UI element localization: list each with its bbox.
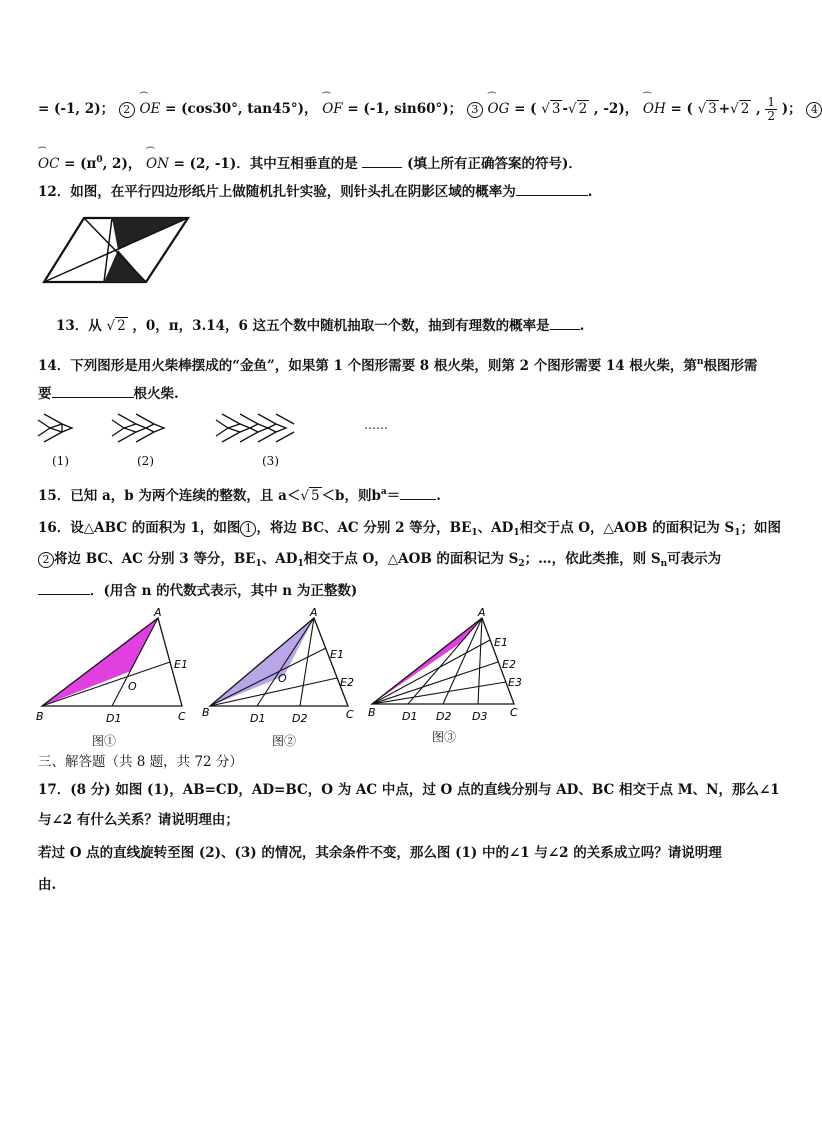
fish-label-1: (1) bbox=[52, 454, 69, 468]
q16-question: ．(用含 n 的代数式表示，其中 n 为正整数) bbox=[90, 583, 358, 599]
point-b: B bbox=[368, 706, 376, 719]
point-e3: E3 bbox=[508, 676, 522, 689]
point-b: B bbox=[202, 706, 210, 719]
point-o: O bbox=[278, 672, 287, 685]
q17-question: 若过 O 点的直线旋转至图 (2)、(3) 的情况，其余条件不变，那么图 (1) 中的∠1 与∠2 的关系成立吗？请说明理 bbox=[38, 845, 722, 861]
point-d3: D3 bbox=[472, 710, 488, 723]
point-c: C bbox=[178, 710, 186, 723]
fish-1 bbox=[38, 414, 72, 442]
q11-text: = (cos30°, tan45°)， bbox=[165, 101, 318, 117]
subscript: 1 bbox=[297, 559, 304, 569]
q11-text: )； bbox=[781, 101, 802, 117]
q11-line2 bbox=[38, 150, 582, 174]
q16-question: 可表示为 bbox=[667, 551, 722, 567]
point-a: A bbox=[154, 606, 162, 619]
circle-number-4: 4 bbox=[806, 102, 822, 118]
q14-question: 根火柴. bbox=[133, 386, 179, 402]
q15-question: 15．已知 a，b 为两个连续的整数，且 a＜ bbox=[38, 488, 301, 504]
q15-question: ＜b，则b bbox=[321, 488, 381, 504]
point-a: A bbox=[478, 606, 486, 619]
vector-of: ⏜ OF bbox=[322, 99, 342, 119]
answer-blank[interactable] bbox=[516, 195, 588, 196]
q14-question: 根图形需 bbox=[703, 358, 758, 374]
sqrt-2: √ 2 bbox=[730, 101, 750, 117]
sqrt-5: √ 5 bbox=[300, 488, 320, 504]
q11-text: , -2)， bbox=[593, 101, 639, 117]
q16-line2 bbox=[38, 549, 721, 574]
circle-number-2: 2 bbox=[119, 102, 135, 118]
q15-text bbox=[38, 482, 441, 506]
q13-question: 13．从 bbox=[56, 318, 102, 334]
sqrt-3: √ 3 bbox=[697, 101, 717, 117]
radicand: 5 bbox=[310, 488, 320, 504]
triangle-figure-3 bbox=[368, 606, 522, 723]
section-title: 三、解答题（共 8 题，共 72 分） bbox=[38, 754, 243, 770]
subscript: n bbox=[660, 559, 668, 569]
fish-3 bbox=[216, 414, 294, 442]
sqrt-2: √ 2 bbox=[106, 318, 126, 334]
point-o: O bbox=[128, 680, 137, 693]
q11-text: (填上所有正确答案的符号)． bbox=[407, 156, 582, 172]
q11-text: , bbox=[756, 101, 761, 117]
q17-question: 17．(8 分) 如图 (1)，AB=CD，AD=BC，O 为 AC 中点，过 O 点的直线分别与 AD、BC 相交于点 M、N，那么∠1 bbox=[38, 782, 780, 798]
q14-question: 要 bbox=[38, 386, 52, 402]
q11-text: = ( bbox=[514, 101, 537, 117]
q16-question: 16．设△ABC 的面积为 1，如图 bbox=[38, 520, 241, 536]
point-d1: D1 bbox=[106, 712, 122, 725]
q16-question: ，将边 BC、AC 分别 2 等分，BE bbox=[256, 520, 472, 536]
point-c: C bbox=[510, 706, 518, 719]
period: . bbox=[579, 318, 585, 334]
q16-line3 bbox=[38, 581, 357, 601]
q12-question: 12．如图，在平行四边形纸片上做随机扎针实验，则针头扎在阴影区域的概率为 bbox=[38, 184, 516, 200]
radicand: 2 bbox=[740, 101, 750, 117]
q17-line1 bbox=[38, 780, 780, 800]
q13-text bbox=[56, 316, 584, 336]
fish-label-2: (2) bbox=[137, 454, 154, 468]
q16-question: ；如图 bbox=[740, 520, 781, 536]
fraction-denominator: 2 bbox=[767, 109, 776, 123]
fish-2 bbox=[112, 414, 164, 442]
vector-oh: ⏜ OH bbox=[643, 99, 666, 119]
radicand: 2 bbox=[578, 101, 588, 117]
q11-text: = (π bbox=[64, 156, 97, 172]
fish-label-3: (3) bbox=[262, 454, 279, 468]
q17-line2 bbox=[38, 810, 239, 830]
radicand: 3 bbox=[708, 101, 717, 117]
minus-sign: - bbox=[562, 101, 569, 117]
superscript-a: a bbox=[380, 487, 387, 497]
point-d1: D1 bbox=[250, 712, 266, 725]
variable-n: n bbox=[696, 357, 704, 367]
q17-question: 由. bbox=[38, 877, 57, 893]
triangle-figure-2 bbox=[202, 606, 354, 725]
triangle-figure-1 bbox=[36, 606, 188, 725]
answer-blank[interactable] bbox=[362, 167, 402, 168]
q16-question: 相交于点 O，△AOB 的面积记为 S bbox=[303, 551, 519, 567]
circle-number-1: 1 bbox=[240, 521, 256, 537]
point-e2: E2 bbox=[340, 676, 354, 689]
figure-label-3: 图③ bbox=[432, 730, 457, 744]
q13-question: ，0，π，3.14，6 这五个数中随机抽取一个数，抽到有理数的概率是 bbox=[132, 318, 550, 334]
subscript: 2 bbox=[518, 559, 525, 569]
subscript: 1 bbox=[255, 559, 262, 569]
answer-blank[interactable] bbox=[52, 397, 134, 398]
q14-line2 bbox=[38, 384, 179, 404]
point-e2: E2 bbox=[502, 658, 516, 671]
parallelogram-figure bbox=[42, 214, 192, 286]
answer-blank[interactable] bbox=[38, 594, 90, 595]
matchstick-fish-figure bbox=[36, 410, 396, 450]
subscript: 1 bbox=[734, 528, 741, 538]
circle-number-2: 2 bbox=[38, 552, 54, 568]
point-e1: E1 bbox=[174, 658, 188, 671]
q16-line1 bbox=[38, 518, 781, 543]
ellipsis: …… bbox=[364, 418, 388, 432]
shaded-triangle-bottom bbox=[104, 250, 146, 282]
radicand: 2 bbox=[117, 318, 126, 334]
subscript: 1 bbox=[471, 528, 478, 538]
answer-blank[interactable] bbox=[550, 329, 580, 330]
q11-text: = ( bbox=[670, 101, 693, 117]
point-d1: D1 bbox=[402, 710, 418, 723]
period: . bbox=[436, 488, 441, 504]
vector-oc: ⏜ OC bbox=[38, 154, 59, 174]
q11-text: , 2)， bbox=[102, 156, 142, 172]
vector-og: ⏜ OG bbox=[488, 99, 510, 119]
answer-blank[interactable] bbox=[400, 499, 436, 500]
q16-question: 将边 BC、AC 分别 3 等分，BE bbox=[54, 551, 256, 567]
triangle-figures bbox=[34, 606, 534, 748]
q11-line1 bbox=[38, 96, 822, 123]
q16-question: 、AD bbox=[261, 551, 298, 567]
q12-text bbox=[38, 182, 593, 202]
point-a: A bbox=[310, 606, 318, 619]
point-d2: D2 bbox=[292, 712, 308, 725]
figure-label-1: 图① bbox=[92, 734, 117, 748]
section-3-title bbox=[38, 752, 243, 772]
q14-line1 bbox=[38, 352, 757, 376]
q16-question: 、AD bbox=[477, 520, 514, 536]
subscript: 1 bbox=[513, 528, 520, 538]
figure-label-2: 图② bbox=[272, 734, 297, 748]
fraction-one-half bbox=[765, 96, 777, 123]
q16-question: 相交于点 O，△AOB 的面积记为 S bbox=[519, 520, 735, 536]
q11-text: = (2, -1)．其中互相垂直的是 bbox=[173, 156, 358, 172]
point-e1: E1 bbox=[494, 636, 508, 649]
q17-line3 bbox=[38, 843, 722, 863]
circle-number-3: 3 bbox=[467, 102, 483, 118]
vector-on: ⏜ ON bbox=[146, 154, 169, 174]
equals-sign: ＝ bbox=[386, 488, 401, 504]
fraction-numerator: 1 bbox=[767, 95, 776, 109]
vector-oe: ⏜ OE bbox=[139, 99, 160, 119]
sqrt-2: √ 2 bbox=[568, 101, 588, 117]
superscript: 0 bbox=[96, 155, 103, 165]
q17-question: 与∠2 有什么关系？请说明理由； bbox=[38, 812, 239, 828]
q17-line4 bbox=[38, 875, 56, 895]
q14-question: 14．下列图形是用火柴棒摆成的“金鱼”，如果第 1 个图形需要 8 根火柴，则第 2 个图形需要 14 根火柴，第 bbox=[38, 358, 697, 374]
q11-text: = (-1, 2)； bbox=[38, 101, 115, 117]
point-b: B bbox=[36, 710, 44, 723]
q11-text: = (-1, sin60°)； bbox=[347, 101, 463, 117]
point-d2: D2 bbox=[436, 710, 452, 723]
q16-question: ；…，依此类推，则 S bbox=[524, 551, 661, 567]
period: . bbox=[587, 184, 593, 200]
plus-sign: + bbox=[718, 101, 731, 117]
radicand: 3 bbox=[551, 101, 561, 117]
sqrt-3: √ 3 bbox=[541, 101, 561, 117]
point-c: C bbox=[346, 708, 354, 721]
point-e1: E1 bbox=[330, 648, 344, 661]
